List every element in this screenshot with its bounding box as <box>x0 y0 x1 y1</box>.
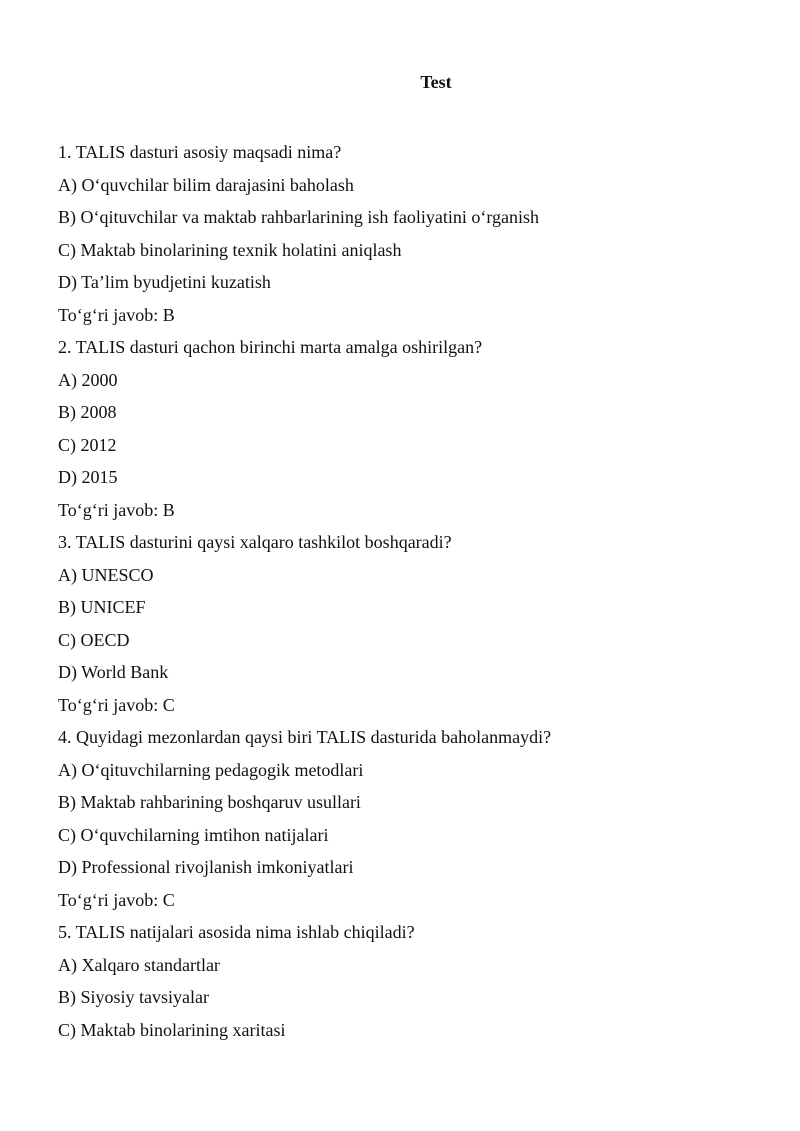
question-2-option-b: B) 2008 <box>58 402 117 422</box>
document-title: Test <box>420 72 452 92</box>
question-3-text: 3. TALIS dasturini qaysi xalqaro tashkilot boshqaradi? <box>58 532 452 552</box>
question-1-option-b: B) O‘qituvchilar va maktab rahbarlarining ish faoliyatini o‘rganish <box>58 207 540 227</box>
question-2-option-d: D) 2015 <box>58 467 118 487</box>
question-5-option-a: A) Xalqaro standartlar <box>58 954 220 975</box>
question-5-option-b: B) Siyosiy tavsiyalar <box>58 987 209 1007</box>
question-3-answer: To‘g‘ri javob: C <box>58 694 175 715</box>
question-4-option-b: B) Maktab rahbarining boshqaruv usullari <box>58 792 361 812</box>
question-3-option-d: D) World Bank <box>58 662 169 682</box>
question-2-answer: To‘g‘ri javob: B <box>58 499 175 520</box>
question-1-text: 1. TALIS dasturi asosiy maqsadi nima? <box>58 142 342 162</box>
question-1-option-d: D) Ta’lim byudjetini kuzatish <box>58 272 271 292</box>
question-5-text: 5. TALIS natijalari asosida nima ishlab chiqiladi? <box>58 922 415 942</box>
question-5-option-c: C) Maktab binolarining xaritasi <box>58 1019 286 1040</box>
question-1-answer: To‘g‘ri javob: B <box>58 304 175 325</box>
question-2-option-c: C) 2012 <box>58 434 117 455</box>
question-2-option-a: A) 2000 <box>58 369 118 390</box>
question-2-text: 2. TALIS dasturi qachon birinchi marta amalga oshirilgan? <box>58 337 483 357</box>
question-4-option-a: A) O‘qituvchilarning pedagogik metodlari <box>58 759 364 780</box>
question-list <box>58 136 758 1046</box>
question-4-text: 4. Quyidagi mezonlardan qaysi biri TALIS dasturida baholanmaydi? <box>58 727 552 747</box>
question-4-option-d: D) Professional rivojlanish imkoniyatlari <box>58 857 354 877</box>
question-3-option-b: B) UNICEF <box>58 597 146 617</box>
question-1-option-a: A) O‘quvchilar bilim darajasini baholash <box>58 174 354 195</box>
question-3-option-c: C) OECD <box>58 629 130 650</box>
question-4-option-c: C) O‘quvchilarning imtihon natijalari <box>58 824 329 845</box>
question-1-option-c: C) Maktab binolarining texnik holatini aniqlash <box>58 239 402 260</box>
question-3-option-a: A) UNESCO <box>58 564 154 585</box>
question-4-answer: To‘g‘ri javob: C <box>58 889 175 910</box>
